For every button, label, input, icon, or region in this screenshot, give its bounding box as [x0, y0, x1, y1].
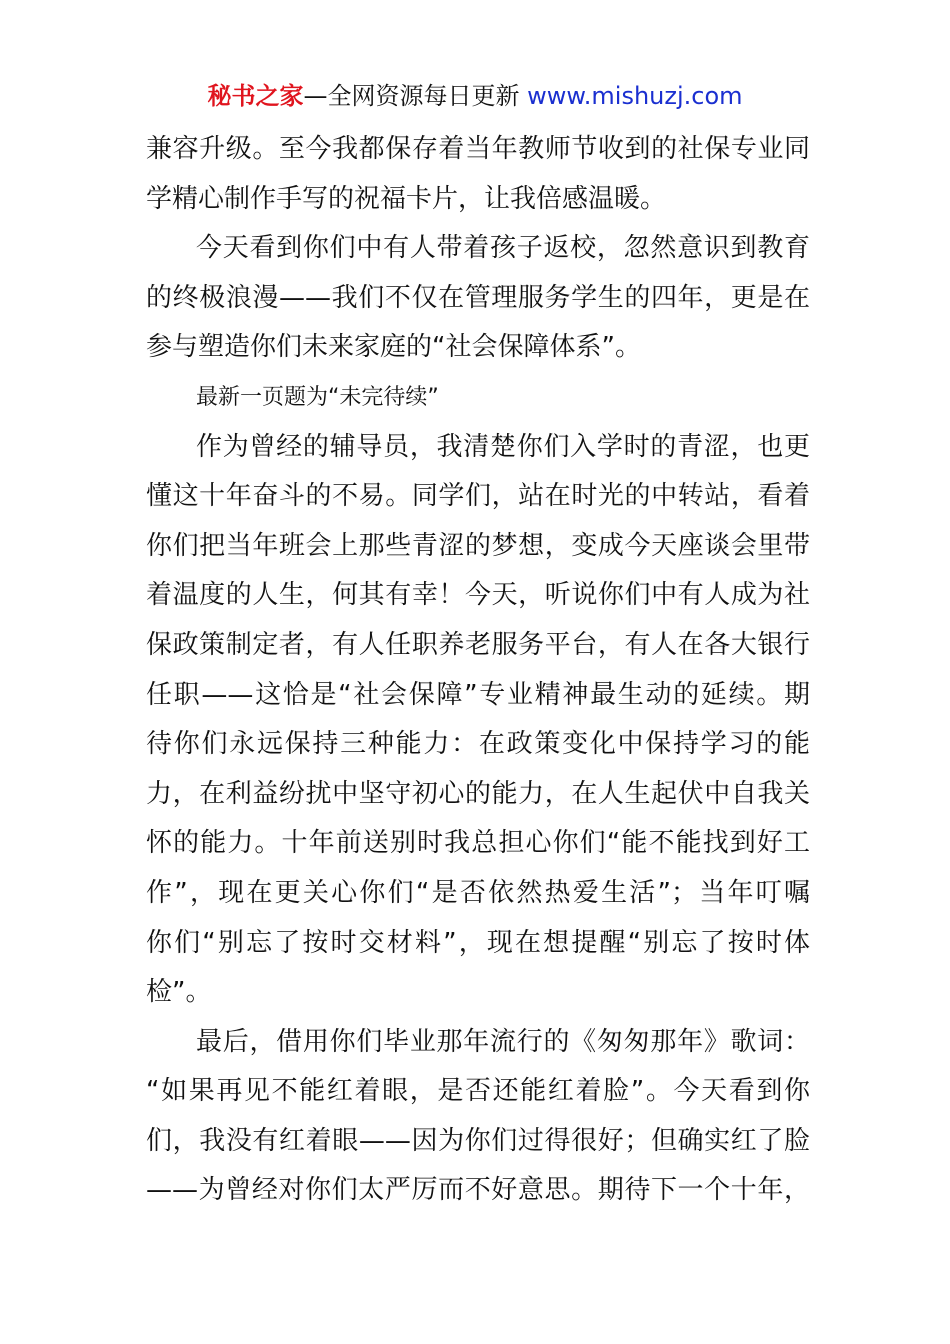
- text-line: 力，在利益纷扰中坚守初心的能力，在人生起伏中自我关: [146, 778, 810, 809]
- text-line: 作”，现在更关心你们“是否依然热爱生活”；当年叮嘱: [146, 877, 810, 908]
- text-line: 学精心制作手写的祝福卡片，让我倍感温暖。: [146, 183, 667, 214]
- text-line: 任职——这恰是“社会保障”专业精神最生动的延续。期: [146, 679, 810, 710]
- site-url-link[interactable]: www.mishuzj.com: [527, 82, 743, 110]
- text-line: ——为曾经对你们太严厉而不好意思。期待下一个十年，: [146, 1175, 810, 1206]
- text-line: 今天看到你们中有人带着孩子返校，忽然意识到教育: [196, 233, 810, 264]
- text-line: 检”。: [146, 977, 212, 1008]
- text-line: 的终极浪漫——我们不仅在管理服务学生的四年，更是在: [146, 282, 810, 313]
- text-line: 们，我没有红着眼——因为你们过得很好；但确实红了脸: [146, 1125, 810, 1156]
- text-line: 怀的能力。十年前送别时我总担心你们“能不能找到好工: [146, 828, 810, 859]
- text-line: 着温度的人生，何其有幸！今天，听说你们中有人成为社: [146, 580, 810, 611]
- text-line: 你们“别忘了按时交材料”，现在想提醒“别忘了按时体: [146, 927, 810, 958]
- text-line: 兼容升级。至今我都保存着当年教师节收到的社保专业同: [146, 134, 810, 164]
- text-line: 待你们永远保持三种能力：在政策变化中保持学习的能: [146, 729, 810, 760]
- site-header: [0, 78, 950, 114]
- document-body: [146, 125, 810, 1216]
- text-line: “如果再见不能红着眼，是否还能红着脸”。今天看到你: [146, 1076, 810, 1107]
- section-heading: 最新一页题为“未完待续”: [196, 384, 439, 410]
- text-line: 懂这十年奋斗的不易。同学们，站在时光的中转站，看着: [146, 481, 810, 512]
- text-line: 保政策制定者，有人任职养老服务平台，有人在各大银行: [146, 629, 810, 660]
- text-line: 你们把当年班会上那些青涩的梦想，变成今天座谈会里带: [146, 530, 810, 561]
- site-tagline: —全网资源每日更新: [303, 82, 528, 110]
- site-brand: 秘书之家: [207, 82, 304, 110]
- text-line: 参与塑造你们未来家庭的“社会保障体系”。: [146, 332, 641, 363]
- text-line: 作为曾经的辅导员，我清楚你们入学时的青涩，也更: [196, 431, 810, 462]
- text-line: 最后，借用你们毕业那年流行的《匆匆那年》歌词：: [196, 1026, 810, 1057]
